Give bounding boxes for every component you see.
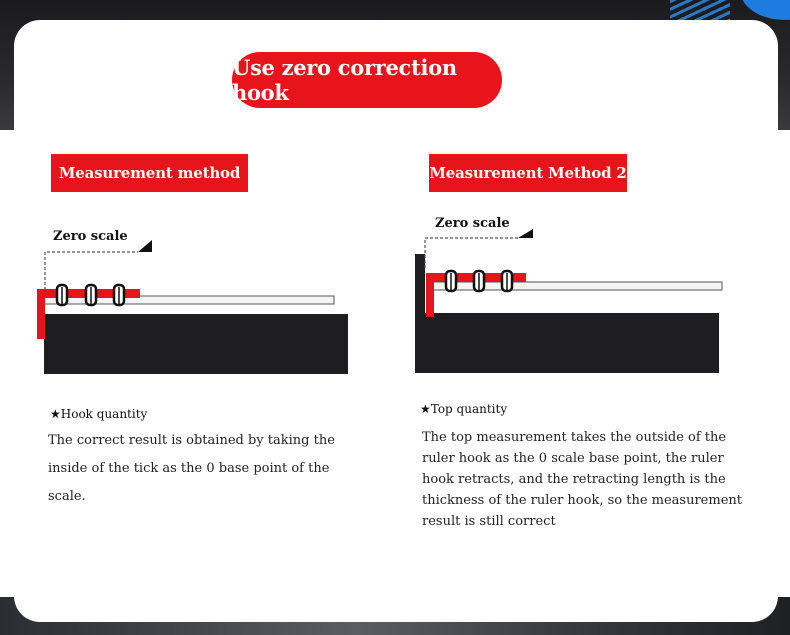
method-1-zero-pointer bbox=[138, 240, 152, 252]
method-2-description: The top measurement takes the outside of the ruler hook as the 0 scale base point, the ruler hook retracts, and the retracting length is the thickness of the ruler hook, so the measurement result is still correct bbox=[422, 430, 742, 529]
method-1-workpiece bbox=[44, 314, 348, 374]
method-2-wall bbox=[415, 254, 425, 314]
method-2-zero-guide bbox=[425, 238, 518, 268]
method-1-subtitle: ★Hook quantity bbox=[50, 407, 148, 421]
method-2-zero-pointer bbox=[518, 229, 533, 238]
method-2-subtitle: ★Top quantity bbox=[420, 402, 508, 416]
method-1-tag: Measurement method bbox=[51, 154, 248, 192]
method-1-hook-side bbox=[37, 289, 45, 339]
method-2-diagram bbox=[415, 229, 722, 373]
method-2-tag: Measurement Method 2 bbox=[429, 154, 627, 192]
method-1-description: The correct result is obtained by taking the inside of the tick as the 0 base point of the scale. bbox=[48, 433, 335, 504]
method-2-workpiece bbox=[415, 313, 719, 373]
page-title: Use zero correction hook bbox=[232, 52, 502, 108]
method-2-zero-label: Zero scale bbox=[435, 216, 510, 231]
method-2-hook-side bbox=[426, 273, 434, 317]
method-1-diagram bbox=[37, 240, 348, 374]
method-1-zero-label: Zero scale bbox=[53, 229, 128, 244]
